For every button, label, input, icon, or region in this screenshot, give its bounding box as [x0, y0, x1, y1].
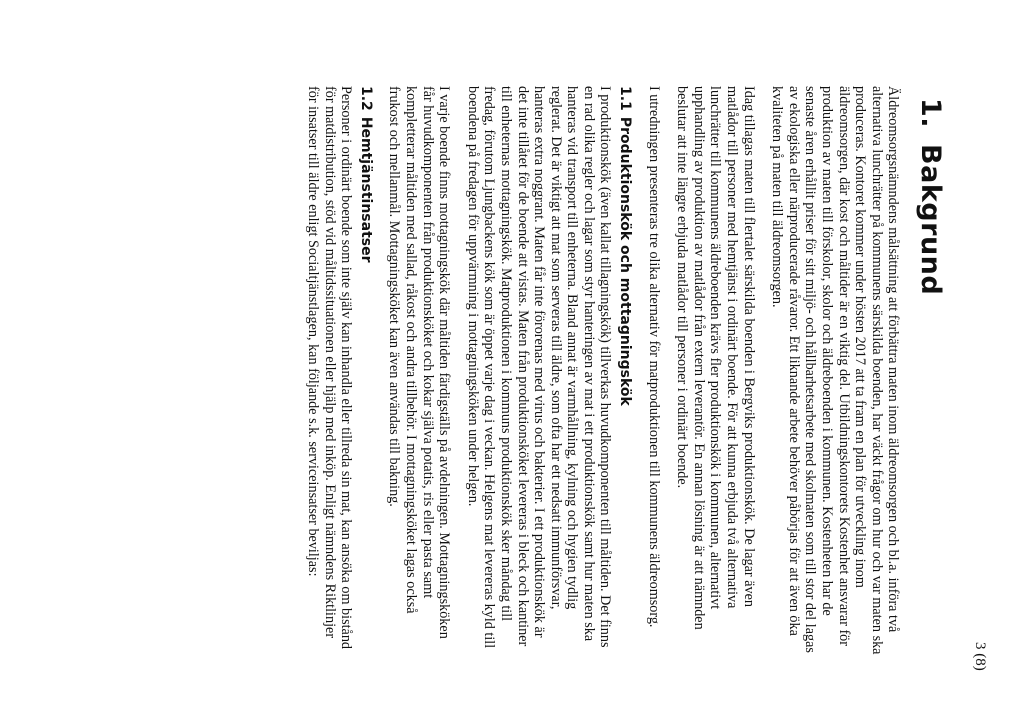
subsection-number: 1.1 — [617, 86, 634, 111]
intro-paragraph: I utredningen presenteras tre olika alternativ för matproduktionen till kommunens äldreomsorg. — [645, 86, 662, 628]
intro-paragraph: Äldreomsorgsnämndens målsättning att förbättra maten inom äldreomsorgen och bl.a. införa två alternativa lunchrätter på kommunens särskilda boenden, har väckt frågor om hur och var maten ska produceras. Kontoret kommer under hösten 2017 att ta fram en plan för utveckling inom äldreomsorgen, där kost och måltider är en viktig del. Utbildningskontorets Kostenhet ansvarar för produktion av maten till förskolor, skolor och äldreboenden i kommunen. Kostenheten har de senaste åren erhållit priser för sitt miljö- och hållbarhetsarbete med skolmaten som till stor del lagas av ekologiska eller närproducerade råvaror. Ett liknande arbete behöver påbörjas för att även öka kvaliteten på maten till äldreomsorgen. — [769, 86, 902, 655]
page-number: 3 (8) — [972, 642, 988, 671]
subsection-heading-1-2 — [357, 86, 374, 656]
section-heading-title: Bakgrund — [915, 144, 946, 296]
subsection-number: 1.2 — [357, 86, 374, 111]
subsection-heading-1-1 — [617, 86, 634, 656]
subsection-title: Produktionskök och mottagningskök — [617, 116, 634, 406]
subsection-paragraph: I produktionskök (även kallat tillagningskök) tillverkas huvudkomponenten till måltiden. Det finns en rad olika regler och lagar som styr hanteringen av mat i ett produktionskök samt hur maten ska hanteras vid transport till enheterna. Bland annat är varmhållning, kylning och hygien tydlig reglerat. Det är viktigt att mat som serveras till äldre, som ofta har ett nedsatt immunförsvar, hanteras extra noggrant. Maten får inte förorenas med virus och bakterier. I ett produktionskök är det inte tillåtet för de boende att vistas. Maten från produktionsköket levereras i bleck och kantiner till enheternas mottagningskök. Matproduktionen i kommuns produktionskök sker måndag till fredag, förutom Ljungbackens kök som är öppet varje dag i veckan. Helgens mat levereras kyld till boendena på fredagen för uppvärmning i mottagningsköken under helgen. — [464, 86, 614, 649]
intro-paragraph: Idag tillagas maten till flertalet särskilda boenden i Bergviks produktionskök. De lagar även matlådor till personer med hemtjänst i ordinärt boende. För att kunna erbjuda två alternativa lunchrätter till kommunens äldreboenden krävs fler produktionskök i kommunen, alternativt upphandling av produktion av matlådor från extern leverantör. En annan lösning är att nämnden beslutar att inte längre erbjuda matlådor till personer i ordinärt boende. — [674, 86, 757, 630]
subsection-title: Hemtjänstinsatser — [357, 116, 374, 263]
subsection-paragraph: I varje boende finns mottagningskök där måltiden färdigställs på avdelningen. Mottagningsköken får huvudkomponenten från produktionsköket och kokar själva potatis, ris eller pasta samt kompletterar måltiden med sallad, råkost och andra tillbehör. I mottagningsköket lagas också frukost och mellanmål. Mottagningsköket kan även användas till bakning. — [386, 86, 453, 639]
section-heading-1 — [915, 98, 946, 656]
document-body — [292, 86, 946, 656]
subsection-paragraph: Personer i ordinärt boende som inte själv kan inhandla eller tillreda sin mat, kan ansöka om bistånd för matdistribution, stöd vid måltidssituationen eller hjälp med inköp. Enligt nämndens Riktlinjer för insatser till äldre enligt Socialtjänstlagen, kan följande s.k. serviceinsatser beviljas: — [305, 86, 355, 650]
section-heading-number: 1. — [915, 98, 946, 129]
